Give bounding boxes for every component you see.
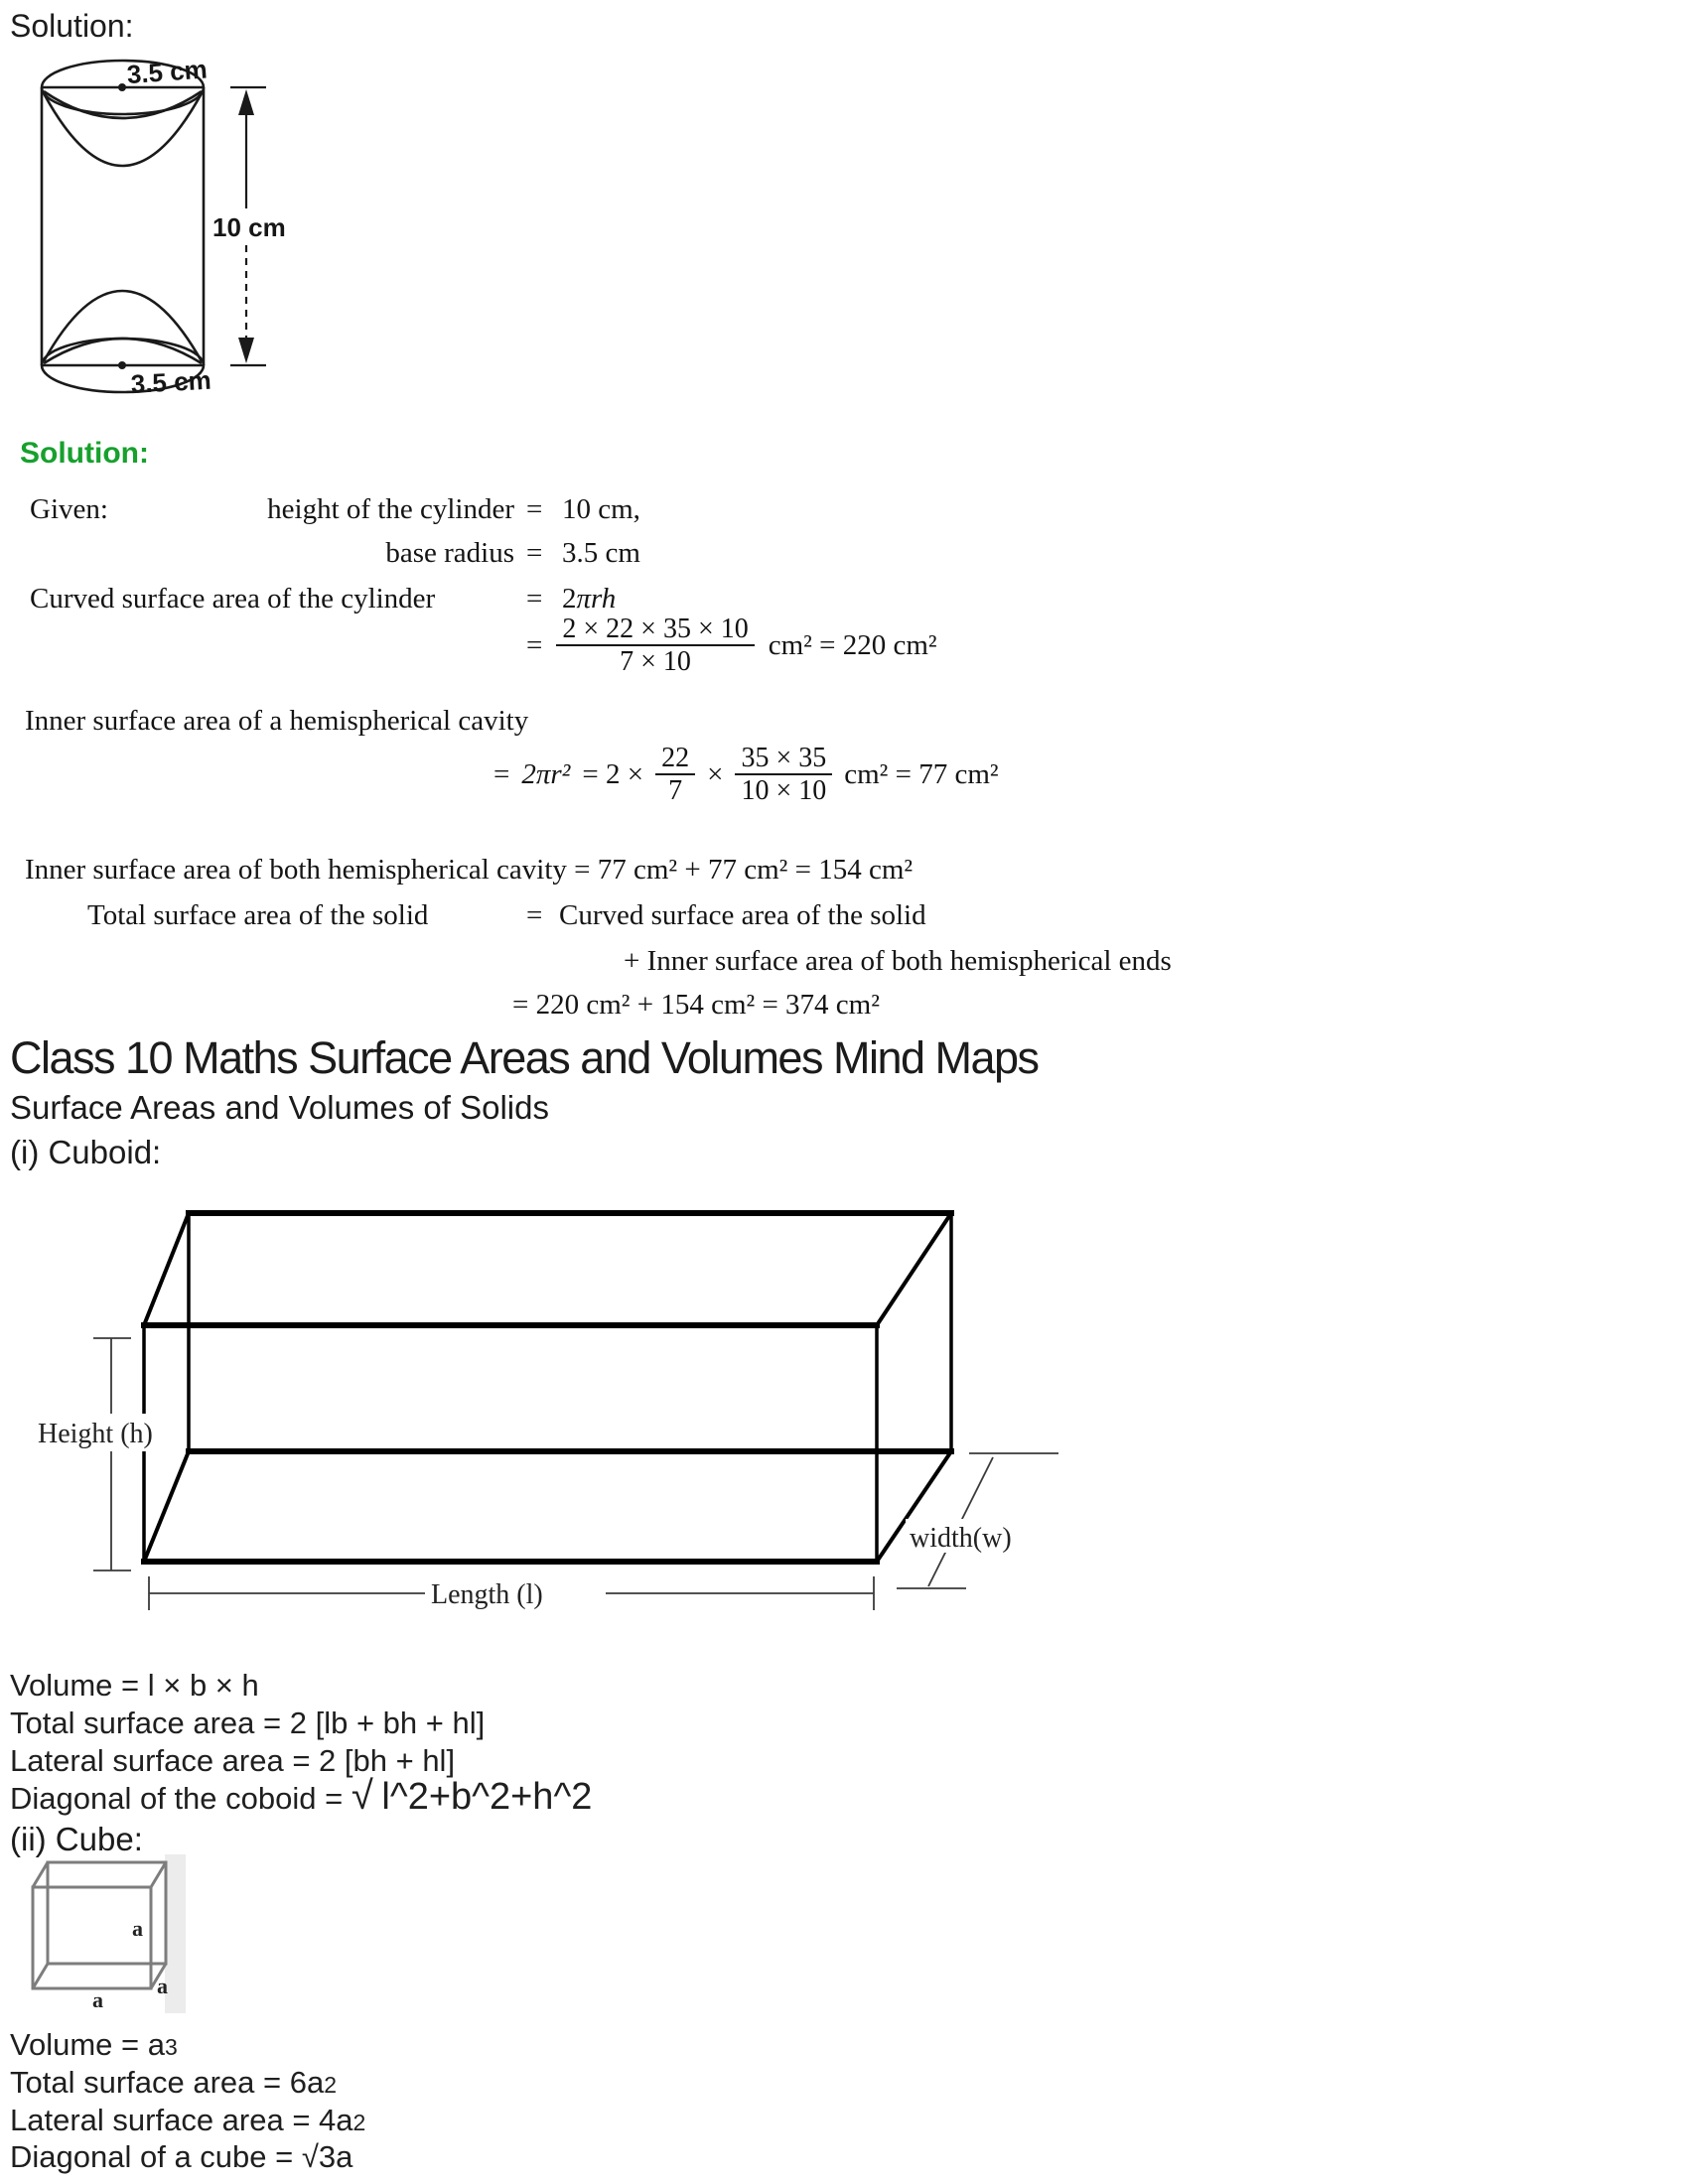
cube-lsa-exponent: 2: [352, 2110, 366, 2135]
cuboid-diagonal-text: Diagonal of the coboid =: [10, 1781, 352, 1816]
frac2-fraction-b: [735, 743, 832, 807]
cylinder-outline: [42, 61, 204, 392]
cuboid-tsa-formula: Total surface area = 2 [lb + bh + hl]: [10, 1706, 486, 1740]
top-solution-label: Solution:: [10, 8, 134, 44]
cube-lsa-text: Lateral surface area = 4a: [10, 2103, 353, 2137]
top-center-dot: [118, 83, 126, 91]
cube-volume-exponent: 3: [164, 2034, 178, 2060]
frac1-fraction: [556, 614, 754, 678]
frac2-eq2: = 2 ×: [582, 757, 644, 790]
total-eq: =: [526, 899, 543, 931]
frac2-den-a: 7: [668, 775, 683, 807]
bottom-center-dot: [118, 361, 126, 369]
cuboid-height-label: Height (h): [38, 1419, 153, 1449]
cuboid-lsa-formula: Lateral surface area = 2 [bh + hl]: [10, 1743, 456, 1778]
cube-edge-label-bottom: a: [92, 1987, 103, 2012]
frac2-fraction-a: [655, 743, 695, 807]
csa-row-rhs: [562, 583, 616, 615]
total-rhs1: Curved surface area of the solid: [559, 899, 926, 931]
frac2-num-b: 35 × 35: [735, 743, 832, 775]
cuboid-section-label: (i) Cuboid:: [10, 1134, 162, 1170]
csa-fraction-line: [526, 614, 937, 678]
frac1-result: cm² = 220 cm²: [768, 628, 937, 661]
frac2-den-b: 10 × 10: [741, 775, 827, 807]
cavity-fraction-line: [493, 743, 999, 807]
total-rhs2: + Inner surface area of both hemispherical ends: [624, 945, 1172, 977]
given-row1-lhs: height of the cylinder: [267, 493, 514, 525]
green-solution-label: Solution:: [20, 437, 149, 470]
given-row2-lhs: base radius: [385, 537, 514, 569]
given-row2-eq: =: [526, 537, 543, 569]
cube-volume-formula: [10, 2027, 178, 2063]
cuboid-length-label: Length (l): [431, 1579, 543, 1610]
frac1-eq: =: [526, 628, 543, 661]
section-subtitle: Surface Areas and Volumes of Solids: [10, 1089, 549, 1126]
cube-tsa-formula: [10, 2065, 337, 2101]
page-title: Class 10 Maths Surface Areas and Volumes Mind Maps: [10, 1032, 1039, 1083]
total-rhs3: = 220 cm² + 154 cm² = 374 cm²: [512, 989, 880, 1021]
cube-edge-label-right: a: [132, 1916, 143, 1941]
cube-diagonal-formula: Diagonal of a cube = √3a: [10, 2139, 353, 2174]
frac1-numerator: 2 × 22 × 35 × 10: [556, 614, 754, 646]
cuboid-height-dimension: [93, 1338, 131, 1570]
cube-lsa-formula: [10, 2103, 365, 2138]
cavity-line: Inner surface area of a hemispherical cavity: [25, 705, 529, 737]
cuboid-edges: [144, 1213, 951, 1562]
frac2-eq1: =: [493, 757, 510, 790]
csa-rhs-variables: πrh: [576, 583, 617, 614]
cylinder-height-label: 10 cm: [212, 212, 286, 242]
frac1-denominator: 7 × 10: [620, 646, 691, 678]
cube-edges: [33, 1862, 166, 1988]
cuboid-width-label: width(w): [910, 1523, 1012, 1554]
frac2-num-a: 22: [655, 743, 695, 775]
cuboid-diagonal-formula: [10, 1776, 592, 1819]
cuboid-volume-formula: Volume = l × b × h: [10, 1668, 259, 1703]
cube-scan-shadow: [165, 1854, 186, 2013]
cylinder-bottom-radius-label: 3.5 cm: [130, 364, 212, 399]
cube-edge-label-corner: a: [157, 1974, 168, 1998]
given-label: Given:: [30, 493, 108, 525]
arrow-down-icon: [238, 338, 254, 363]
cube-tsa-text: Total surface area = 6a: [10, 2065, 325, 2100]
cylinder-figure: [8, 42, 316, 424]
total-lhs: Total surface area of the solid: [87, 899, 429, 931]
arrow-up-icon: [238, 89, 254, 115]
both-cavity-line: Inner surface area of both hemispherical cavity = 77 cm² + 77 cm² = 154 cm²: [25, 854, 914, 886]
radical-sign: √: [351, 1774, 373, 1818]
cube-section-label: (ii) Cube:: [10, 1821, 143, 1857]
given-row2-rhs: 3.5 cm: [562, 537, 640, 569]
frac2-result: cm² = 77 cm²: [844, 757, 999, 790]
given-row1-eq: =: [526, 493, 543, 525]
frac2-variables: 2πr²: [521, 757, 571, 790]
cube-figure: [15, 1848, 223, 2022]
frac2-times: ×: [707, 757, 724, 790]
csa-row-lhs: Curved surface area of the cylinder: [30, 583, 436, 614]
csa-rhs-number: 2: [562, 583, 577, 614]
cuboid-diagonal-expression: l^2+b^2+h^2: [381, 1776, 593, 1818]
csa-row-eq: =: [526, 583, 543, 614]
given-row1-rhs: 10 cm,: [562, 493, 640, 525]
cube-volume-text: Volume = a: [10, 2027, 165, 2062]
cylinder-top-radius-label: 3.5 cm: [125, 54, 209, 90]
cuboid-figure: [0, 1191, 1112, 1620]
cube-tsa-exponent: 2: [324, 2072, 338, 2098]
